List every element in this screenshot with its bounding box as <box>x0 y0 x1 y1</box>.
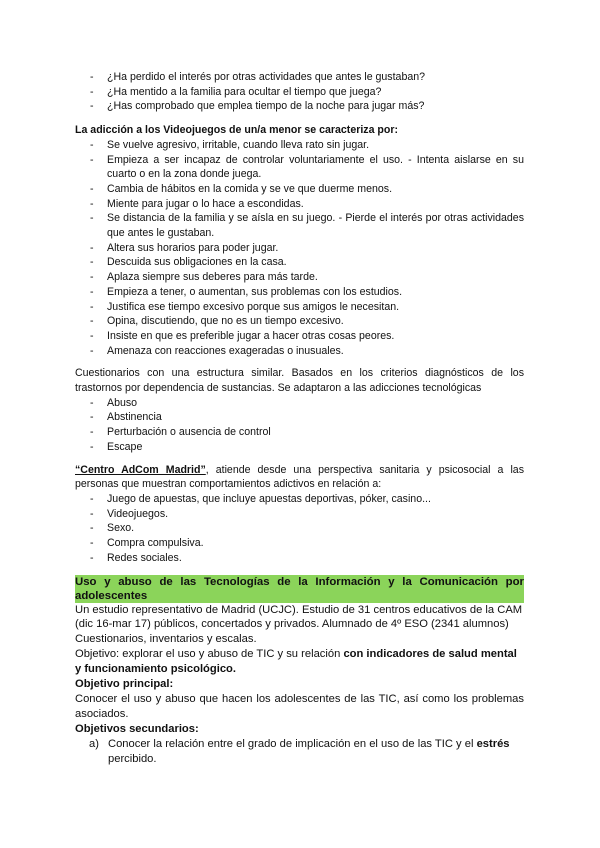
list-item: - Opina, discutiendo, que no es un tiempo excesivo. <box>75 314 524 329</box>
list-item: - Altera sus horarios para poder jugar. <box>75 241 524 256</box>
list-item: - ¿Has comprobado que emplea tiempo de la noche para jugar más? <box>75 99 524 114</box>
addiction-list <box>75 138 524 359</box>
list-item: - Justifica ese tiempo excesivo porque sus amigos le necesitan. <box>75 300 524 315</box>
list-item: - Escape <box>75 440 524 455</box>
study-objective <box>75 647 524 677</box>
highlighted-section-title: Uso y abuso de las Tecnologías de la Información y la Comunicación por adolescentes <box>75 575 524 602</box>
objective-bold-text: con indicadores de salud mental y funcionamiento psicológico. <box>75 648 517 676</box>
questionnaires-paragraph: Cuestionarios con una estructura similar. Basados en los criterios diagnósticos de los trastornos por dependencia de sustancias. Se adaptaron a las adicciones tecnológicas <box>75 367 524 395</box>
list-item <box>75 737 524 767</box>
secondary-objective-bold: estrés <box>476 737 510 750</box>
main-objective-text: Conocer el uso y abuso que hacen los adolescentes de las TIC, así como los problemas asociados. <box>75 692 524 720</box>
list-item: - Se distancia de la familia y se aísla en su juego. - Pierde el interés por otras actividades que antes le gustaban. <box>75 211 524 240</box>
list-item: - Empieza a tener, o aumentan, sus problemas con los estudios. <box>75 285 524 300</box>
adcom-name: “Centro AdCom Madrid” <box>75 463 206 476</box>
list-item: - Se vuelve agresivo, irritable, cuando lleva rato sin jugar. <box>75 138 524 153</box>
list-item: - Abstinencia <box>75 410 524 425</box>
study-section <box>75 575 524 767</box>
list-item: - Juego de apuestas, que incluye apuestas deportivas, póker, casino... <box>75 492 524 507</box>
list-item: - Compra compulsiva. <box>75 536 524 551</box>
list-item: - Insiste en que es preferible jugar a hacer otras cosas peores. <box>75 329 524 344</box>
list-item: - Aplaza siempre sus deberes para más tarde. <box>75 270 524 285</box>
adcom-list <box>75 492 524 566</box>
list-item: - Sexo. <box>75 521 524 536</box>
secondary-objective-text: Conocer la relación entre el grado de implicación en el uso de las TIC y el <box>108 737 477 750</box>
list-marker: a) <box>89 737 99 750</box>
adcom-text: , atiende desde una perspectiva sanitaria y psicosocial a las personas que muestran comportamientos adictivos en relación a: <box>75 463 524 491</box>
list-item: - Cambia de hábitos en la comida y se ve que duerme menos. <box>75 182 524 197</box>
list-item: - Perturbación o ausencia de control <box>75 425 524 440</box>
questions-list <box>75 70 524 114</box>
secondary-objectives-list <box>75 737 524 767</box>
list-item: - Redes sociales. <box>75 551 524 566</box>
list-item: - Amenaza con reacciones exageradas o inusuales. <box>75 344 524 359</box>
questionnaires-list <box>75 396 524 455</box>
secondary-objective-tail: percibido. <box>108 752 157 765</box>
objective-text: Objetivo: explorar el uso y abuso de TIC y su relación <box>75 648 344 661</box>
adcom-paragraph <box>75 463 524 492</box>
list-item: - Descuida sus obligaciones en la casa. <box>75 255 524 270</box>
list-item: - Abuso <box>75 396 524 411</box>
list-item: - ¿Ha mentido a la familia para ocultar el tiempo que juega? <box>75 85 524 100</box>
list-item: - ¿Ha perdido el interés por otras actividades que antes le gustaban? <box>75 70 524 85</box>
study-intro: Un estudio representativo de Madrid (UCJC). Estudio de 31 centros educativos de la CAM (dic 16-mar 17) públicos, concertados y privados. Alumnado de 4º ESO (2341 alumnos) <box>75 603 523 631</box>
addiction-heading: La adicción a los Videojuegos de un/a menor se caracteriza por: <box>75 124 399 137</box>
list-item: - Empieza a ser incapaz de controlar voluntariamente el uso. - Intenta aislarse en su cuarto o en la zona donde juega. <box>75 153 524 182</box>
list-item: - Miente para jugar o lo hace a escondidas. <box>75 197 524 212</box>
secondary-objectives-heading: Objetivos secundarios: <box>75 722 199 735</box>
list-item: - Videojuegos. <box>75 507 524 522</box>
main-objective-heading: Objetivo principal: <box>75 678 174 691</box>
study-methods: Cuestionarios, inventarios y escalas. <box>75 633 257 646</box>
